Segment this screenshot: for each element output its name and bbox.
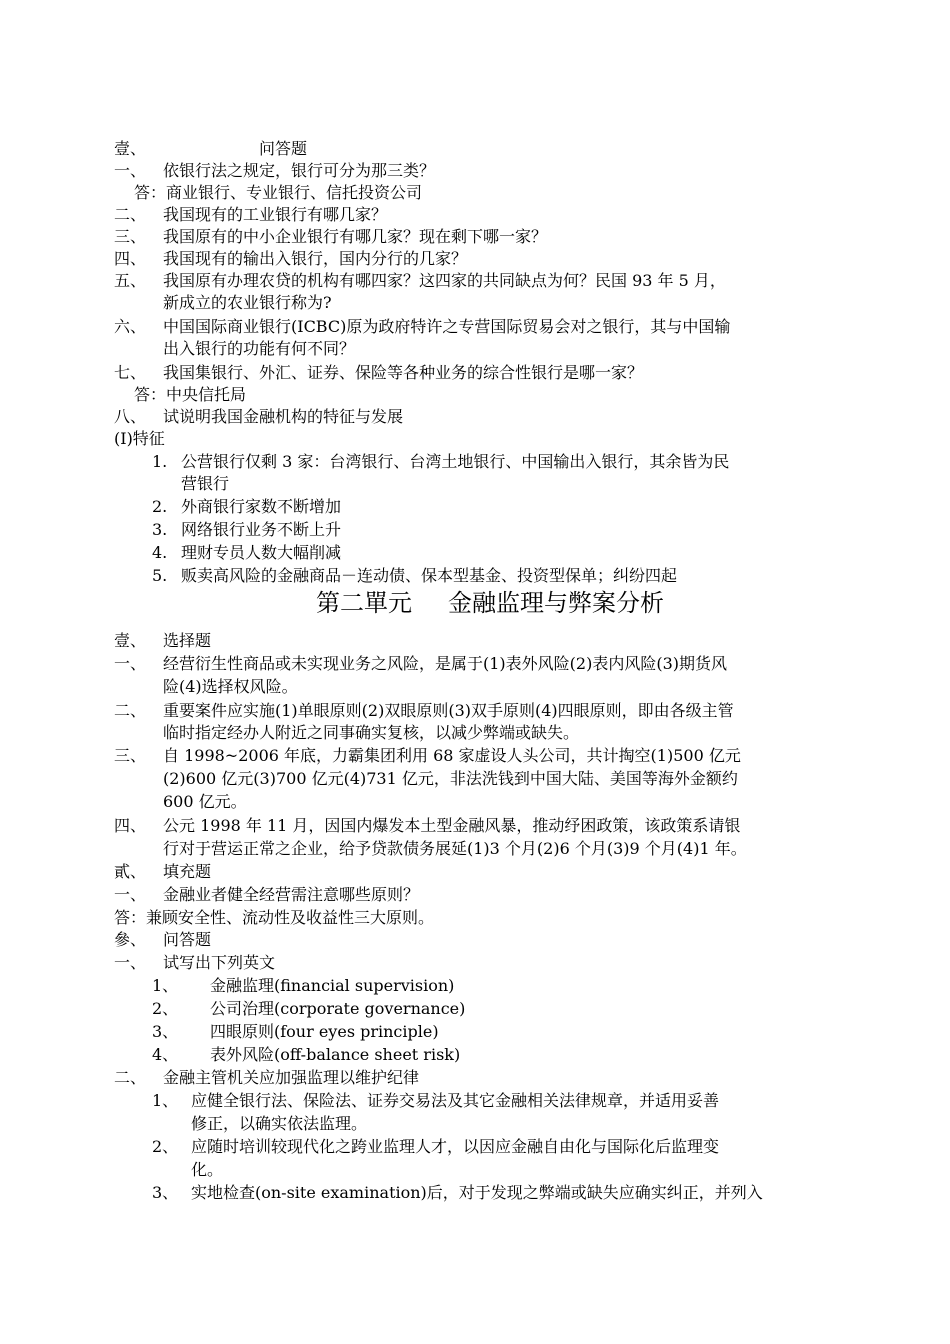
list-item: 网络银行业务不断上升 xyxy=(181,520,342,539)
list-number: 5. xyxy=(152,566,168,585)
question-text-continued: 险(4)选择权风险。 xyxy=(163,677,298,696)
list-item-continued: 修正，以确实依法监理。 xyxy=(191,1114,368,1133)
question-number: 八、 xyxy=(114,407,147,426)
question-number: 一、 xyxy=(114,953,147,972)
unit-title-text: 金融监理与弊案分析 xyxy=(448,589,664,617)
question-text: 我国现有的输出入银行，国内分行的几家？ xyxy=(163,249,468,268)
list-item: 实地检查(on-site examination)后，对于发现之弊端或缺失应确实纠正，并列入 xyxy=(191,1183,763,1202)
question-text: 我国原有办理农贷的机构有哪四家？这四家的共同缺点为何？民国 93 年 5 月， xyxy=(163,271,726,290)
section-heading: 问答题 xyxy=(259,139,308,158)
list-number: 4、 xyxy=(152,1045,179,1064)
question-number: 七、 xyxy=(114,363,147,382)
question-number: 三、 xyxy=(114,746,147,765)
list-number: 2、 xyxy=(152,999,179,1018)
list-item: 外商银行家数不断增加 xyxy=(181,497,342,516)
list-number: 1、 xyxy=(152,976,179,995)
question-text: 我国现有的工业银行有哪几家？ xyxy=(163,205,388,224)
question-text: 试说明我国金融机构的特征与发展 xyxy=(163,407,404,426)
answer-text: 答：商业银行、专业银行、信托投资公司 xyxy=(134,183,423,202)
question-number: 一、 xyxy=(114,161,147,180)
section-heading: 问答题 xyxy=(163,930,212,949)
list-item-continued: 化。 xyxy=(191,1160,224,1179)
question-text: 我国原有的中小企业银行有哪几家？现在剩下哪一家？ xyxy=(163,227,548,246)
list-item: 应随时培训较现代化之跨业监理人才，以因应金融自由化与国际化后监理变 xyxy=(191,1137,720,1156)
list-number: 3. xyxy=(152,520,168,539)
question-text: 经营衍生性商品或未实现业务之风险，是属于(1)表外风险(2)表内风险(3)期货风 xyxy=(163,654,727,673)
question-text-continued: 新成立的农业银行称为? xyxy=(163,293,332,312)
unit-title-number: 第二單元 xyxy=(316,589,412,617)
list-number: 1. xyxy=(152,452,168,471)
list-item-continued: 营银行 xyxy=(181,474,230,493)
list-number: 3、 xyxy=(152,1183,179,1202)
question-text: 自 1998~2006 年底，力霸集团利用 68 家虚设人头公司，共计掏空(1)500 亿元 xyxy=(163,746,741,765)
list-item: 贩卖高风险的金融商品－连动债、保本型基金、投资型保单；纠纷四起 xyxy=(181,566,678,585)
answer-text: 答：兼顾安全性、流动性及收益性三大原则。 xyxy=(114,908,435,927)
list-item: 金融监理(financial supervision) xyxy=(210,976,455,995)
question-text: 公元 1998 年 11 月，因国内爆发本土型金融风暴，推动纾困政策，该政策系请银 xyxy=(163,816,741,835)
question-number: 六、 xyxy=(114,317,147,336)
section-number: 貳、 xyxy=(114,862,147,881)
question-text-continued: 600 亿元。 xyxy=(163,792,247,811)
question-text-continued: (2)600 亿元(3)700 亿元(4)731 亿元，非法洗钱到中国大陆、美国等海外金额约 xyxy=(163,769,738,788)
question-number: 二、 xyxy=(114,205,147,224)
question-number: 二、 xyxy=(114,701,147,720)
question-text: 金融主管机关应加强监理以维护纪律 xyxy=(163,1068,420,1087)
list-item: 公营银行仅剩 3 家：台湾银行、台湾土地银行、中国输出入银行，其余皆为民 xyxy=(181,452,730,471)
list-number: 2、 xyxy=(152,1137,179,1156)
question-text: 依银行法之规定，银行可分为那三类？ xyxy=(163,161,436,180)
list-item: 应健全银行法、保险法、证券交易法及其它金融相关法律规章，并适用妥善 xyxy=(191,1091,720,1110)
list-item: 四眼原则(four eyes principle) xyxy=(210,1022,439,1041)
question-text: 试写出下列英文 xyxy=(163,953,276,972)
question-text-continued: 临时指定经办人附近之同事确实复核，以减少弊端或缺失。 xyxy=(163,723,580,742)
sub-heading: (Ⅰ)特征 xyxy=(114,429,165,448)
section-heading: 选择题 xyxy=(163,631,212,650)
question-text-continued: 行对于营运正常之企业，给予贷款债务展延(1)3 个月(2)6 个月(3)9 个月(4)1 年。 xyxy=(163,839,747,858)
list-item: 公司治理(corporate governance) xyxy=(210,999,466,1018)
question-text: 我国集银行、外汇、证券、保险等各种业务的综合性银行是哪一家？ xyxy=(163,363,644,382)
section-number: 壹、 xyxy=(114,139,147,158)
question-text: 金融业者健全经营需注意哪些原则？ xyxy=(163,885,420,904)
question-number: 三、 xyxy=(114,227,147,246)
list-number: 1、 xyxy=(152,1091,179,1110)
section-number: 參、 xyxy=(114,930,147,949)
question-text: 重要案件应实施(1)单眼原则(2)双眼原则(3)双手原则(4)四眼原则，即由各级主管 xyxy=(163,701,734,720)
answer-text: 答：中央信托局 xyxy=(134,385,247,404)
question-text: 中国国际商业银行(ICBC)原为政府特许之专营国际贸易会对之银行，其与中国输 xyxy=(163,317,731,336)
list-number: 4. xyxy=(152,543,168,562)
section-number: 壹、 xyxy=(114,631,147,650)
question-number: 四、 xyxy=(114,249,147,268)
list-item: 表外风险(off-balance sheet risk) xyxy=(210,1045,461,1064)
section-heading: 填充题 xyxy=(163,862,212,881)
question-number: 二、 xyxy=(114,1068,147,1087)
question-text-continued: 出入银行的功能有何不同？ xyxy=(163,339,356,358)
list-number: 3、 xyxy=(152,1022,179,1041)
question-number: 一、 xyxy=(114,885,147,904)
question-number: 五、 xyxy=(114,271,147,290)
list-number: 2. xyxy=(152,497,168,516)
question-number: 四、 xyxy=(114,816,147,835)
list-item: 理财专员人数大幅削减 xyxy=(181,543,342,562)
question-number: 一、 xyxy=(114,654,147,673)
